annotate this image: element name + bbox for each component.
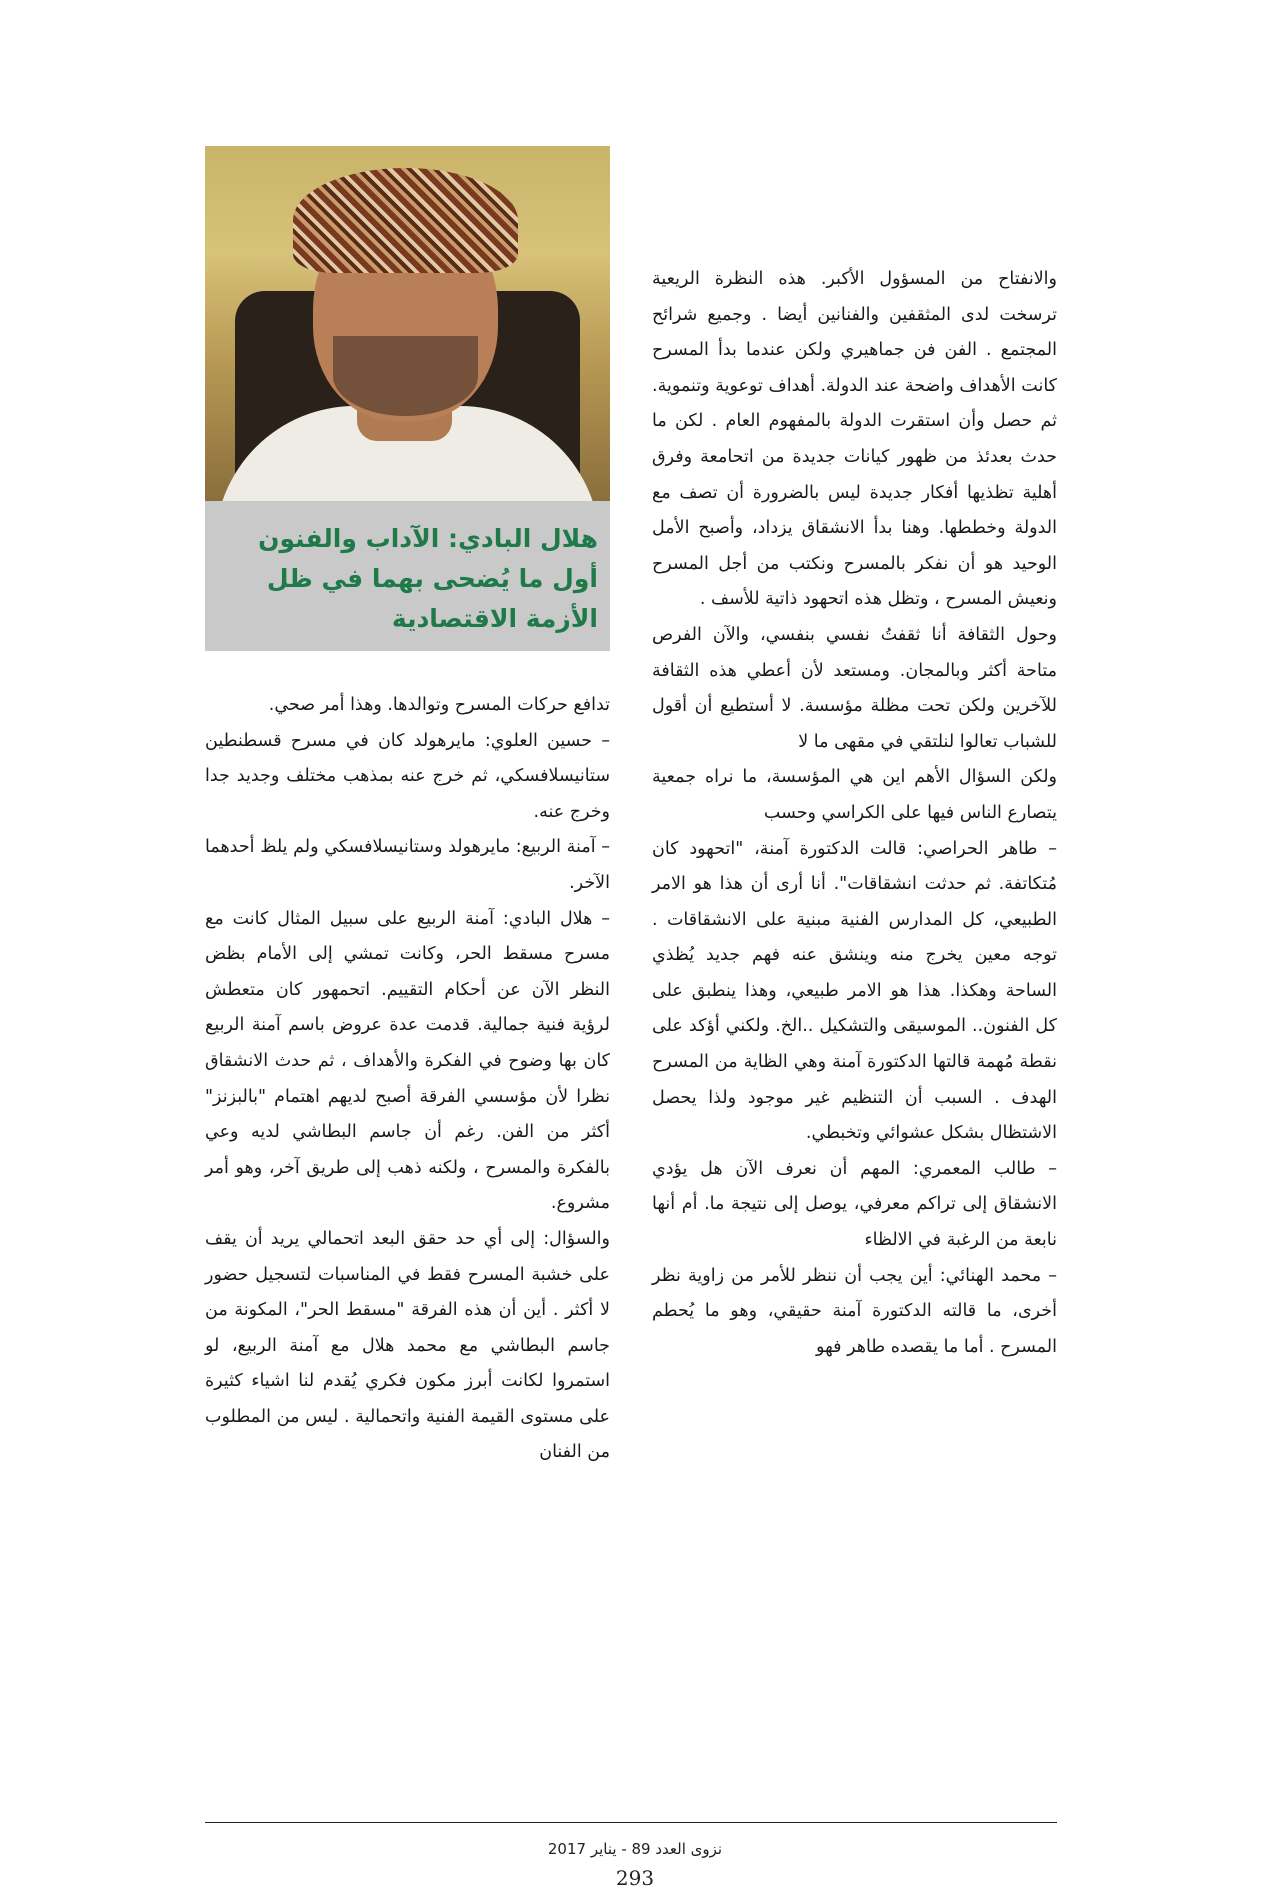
page-number: 293 [615,1866,655,1890]
headline: هلال البادي: الآداب والفنون أول ما يُضحى بهما في ظل الأزمة الاقتصادية [258,524,598,633]
paragraph: – طالب المعمري: المهم أن نعرف الآن هل يؤدي الانشقاق إلى تراكم معرفي، يوصل إلى نتيجة ما. أم أنها نابعة من الرغبة في الالظاء [652,1158,1057,1251]
portrait-photo [205,146,610,501]
paragraph: – هلال البادي: آمنة الربيع على سبيل المثال كانت مع مسرح مسقط الحر، وكانت تمشي إلى الأمام بظض النظر الآن عن أحكام التقييم. اتحمهور كان متعطش لرؤية فنية جمالية. قدمت عدة عروض باسم آمنة الربيع كان بها وضوح في الفكرة والأهداف ، ثم حدث الانشقاق نظرا لأن مؤسسي الفرقة أصبح لديهم اهتمام "بالبزنز" أكثر من الفن. رغم أن جاسم البطاشي لديه وعي بالفكرة والمسرح ، ولكنه ذهب إلى طريق آخر، وهو أمر مشروع. [205,908,610,1214]
paragraph: – آمنة الربيع: مايرهولد وستانيسلافسكي ولم يلظ أحدهما الآخر. [205,837,610,893]
paragraph: والسؤال: إلى أي حد حقق البعد اتحمالي يريد أن يقف على خشبة المسرح فقط في المناسبات لتسجيل حضور لا أكثر . أين أن هذه الفرقة "مسقط الحر"، المكونة من جاسم البطاشي مع محمد هلال مع آمنة الربيع، لو استمروا لكانت أبرز مكون فكري يُقدم لنا اشياء كثيرة على مستوى القيمة الفنية واتحمالية . ليس من المطلوب من الفنان [205,1228,610,1463]
paragraph: تدافع حركات المسرح وتوالدها. وهذا أمر صحي. [268,695,610,715]
paragraph: – محمد الهنائي: أين يجب أن ننظر للأمر من زاوية نظر أخرى، ما قالته الدكتورة آمنة حقيقي، وهو ما يُحطم المسرح . أما ما يقصده طاهر فهو [652,1265,1057,1357]
turban-shape [293,168,518,273]
left-column [205,688,610,1471]
paragraph: والانفتاح من المسؤول الأكبر. هذه النظرة الريعية ترسخت لدى المثقفين والفنانين أيضا . وجميع شرائح المجتمع . الفن فن جماهيري ولكن عندما بدأ المسرح كانت الأهداف واضحة عند الدولة. أهداف توعوية وتنموية. ثم حصل وأن استقرت الدولة بالمفهوم العام . لكن ما حدث بعدئذ من ظهور كيانات جديدة من اتحامعة وفرق أهلية تظذيها أفكار جديدة ليس بالضرورة أن تصف مع الدولة وخططها. وهنا بدأ الانشقاق يزداد، وأصبح الأمل الوحيد هو أن نفكر بالمسرح ونكتب من أجل المسرح ونعيش المسرح ، وتظل هذه اتحهود ذاتية للأسف . [652,269,1057,610]
paragraph: – طاهر الحراصي: قالت الدكتورة آمنة، "اتحهود كان مُتكاتفة. ثم حدثت انشقاقات". أنا أرى أن هذا هو الامر الطبيعي، كل المدارس الفنية مبنية على الانشقاقات . توجه معين يخرج منه وينشق عنه فهم جديد يُظذي الساحة وهكذا. هذا هو الامر طبيعي، وهذا ينطبق على كل الفنون.. الموسيقى والتشكيل ..الخ. ولكني أؤكد على نقطة مُهمة قالتها الدكتورة آمنة وهي الظاية من المسرح الهدف . السبب أن التنظيم غير موجود ولذا يحصل الاشتظال بشكل عشوائي وتخبطي. [652,838,1057,1144]
footer-divider [205,1822,1057,1823]
paragraph: – حسين العلوي: مايرهولد كان في مسرح قسطنطين ستانيسلافسكي، ثم خرج عنه بمذهب مختلف وجديد جدا وخرج عنه. [205,730,610,822]
right-column [652,262,1057,1365]
paragraph: وحول الثقافة أنا ثقفتُ نفسي بنفسي، والآن الفرص متاحة أكثر وبالمجان. ومستعد لأن أعطي هذه الثقافة للآخرين ولكن تحت مظلة مؤسسة. لا أستطيع أن أقول للشباب تعالوا لنلتقي في مقهى ما لا [652,624,1057,752]
beard-shape [333,336,478,416]
issue-line: نزوى العدد 89 - يناير 2017 [547,1840,723,1858]
paragraph: ولكن السؤال الأهم اين هي المؤسسة، ما نراه جمعية يتصارع الناس فيها على الكراسي وحسب [652,767,1057,823]
headline-box [205,501,610,651]
